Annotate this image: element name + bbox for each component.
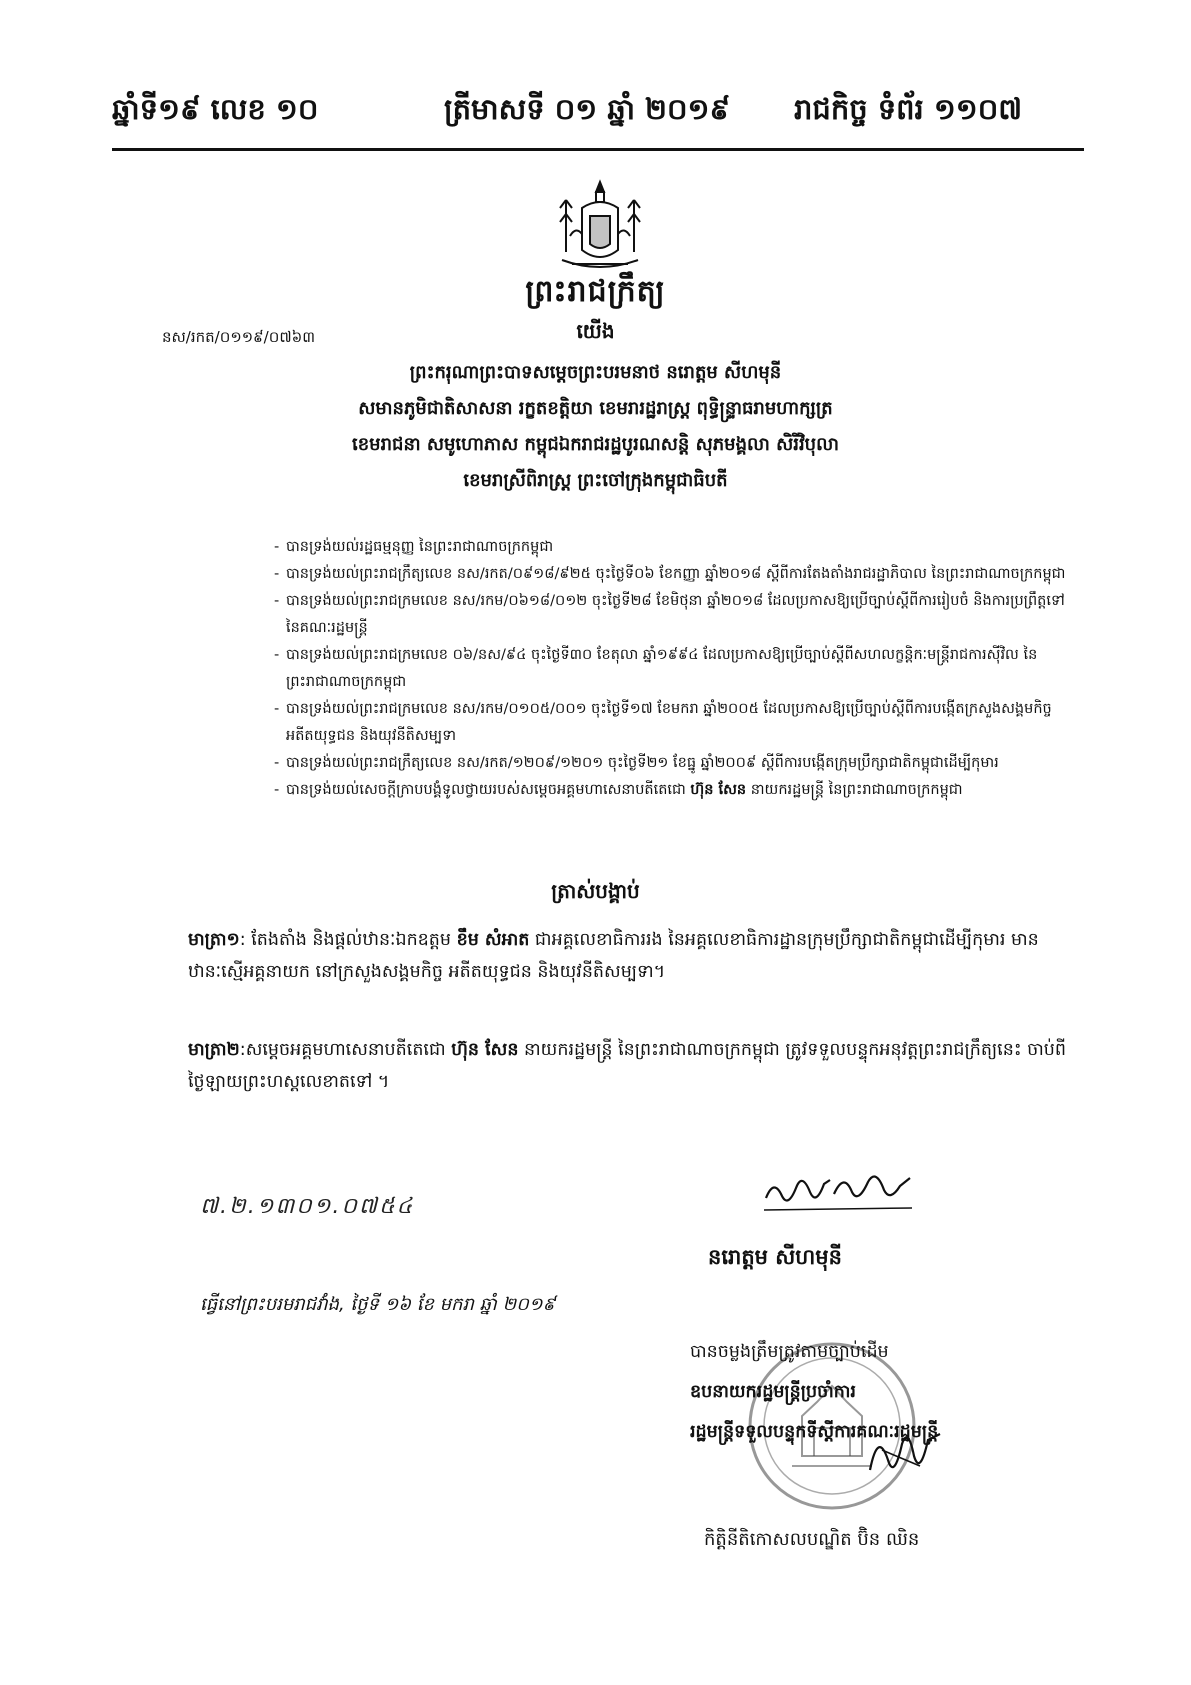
article-text: ជាអគ្គលេខាធិការរង នៃអគ្គលេខាធិការដ្ឋានក្រុមប្រឹក្សាជាតិកម្ពុជាដើម្បីកុមារ មានឋានៈស្មើអគ្គនាយក នៅក្រសួងសង្គមកិច្ច អតីតយុទ្ធជន និងយុវនីតិសម្បទា។ [188, 930, 1039, 982]
honorific-line: ខេមរាស្រីពិរាស្ត្រ ព្រះចៅក្រុងកម្ពុជាធិបតី [463, 470, 728, 491]
header-page: រាជកិច្ច ទំព័រ ១១០៧ [794, 92, 1023, 126]
reference-text: បានទ្រង់យល់ព្រះរាជក្រមលេខ នស/រកម/០៦១៨/០១២ ចុះថ្ងៃទី២៨ ខែមិថុនា ឆ្នាំ២០១៨ ដែលប្រកាសឱ្យប្រើច្បាប់ស្ដីពីការរៀបចំ និងការប្រព្រឹត្តទៅ នៃគណៈរដ្ឋមន្ត្រី [286, 593, 1065, 636]
king-name: នរោត្តម សីហមុនី [708, 1245, 842, 1269]
king-signature [760, 1158, 920, 1218]
reference-text: បានទ្រង់យល់រដ្ឋធម្មនុញ្ញ នៃព្រះរាជាណាចក្រកម្ពុជា [286, 539, 554, 555]
reference-text: នាយករដ្ឋមន្ត្រី នៃព្រះរាជាណាចក្រកម្ពុជា [750, 782, 963, 798]
header-divider [112, 148, 1084, 151]
honorific-line: ខេមរាជនា សមូហោភាស កម្ពុជឯករាជរដ្ឋបូរណសន្តិ សុភមង្គលា សិរីវិបុលា [352, 434, 839, 455]
article-text: នាយករដ្ឋមន្ត្រី នៃព្រះរាជាណាចក្រកម្ពុជា ត្រូវទទួលបន្ទុកអនុវត្តព្រះរាជក្រឹត្យនេះ ចាប់ពីថ្ងៃឡាយព្រះហស្តលេខាតទៅ ។ [188, 1040, 1066, 1092]
reference-item: - បានទ្រង់យល់ព្រះរាជក្រឹត្យលេខ នស/រកត/០៩១៨/៩២៥ ចុះថ្ងៃទី០៦ ខែកញ្ញា ឆ្នាំ២០១៨ ស្ដីពីការតែងតាំងរាជរដ្ឋាភិបាល នៃព្រះរាជាណាចក្រកម្ពុជា [274, 566, 1066, 582]
reference-item: - បានទ្រង់យល់សេចក្ដីក្រាបបង្គំទូលថ្វាយរបស់សម្ដេចអគ្គមហាសេនាបតីតេជោ ហ៊ុន សែន នាយករដ្ឋមន្ត្រី នៃព្រះរាជាណាចក្រកម្ពុជា [274, 782, 963, 798]
header-date: ត្រីមាសទី ០១ ឆ្នាំ ២០១៩ [444, 92, 731, 126]
article-2 [188, 1034, 1068, 1098]
reference-text: បានទ្រង់យល់សេចក្ដីក្រាបបង្គំទូលថ្វាយរបស់សម្ដេចអគ្គមហាសេនាបតីតេជោ [286, 782, 686, 798]
reference-text: បានទ្រង់យល់ព្រះរាជក្រមលេខ ០៦/នស/៩៤ ចុះថ្ងៃទី៣០ ខែតុលា ឆ្នាំ១៩៩៤ ដែលប្រកាសឱ្យប្រើច្បាប់ស្ដីពីសហលក្ខន្តិកៈមន្ត្រីរាជការស៊ីវិល នៃព្រះរាជាណាចក្រកម្ពុជា [286, 647, 1038, 690]
gazette-header [0, 0, 1191, 160]
reference-item: - បានទ្រង់យល់ព្រះរាជក្រមលេខ នស/រកម/០១០៥/០០១ ចុះថ្ងៃទី១៧ ខែមករា ឆ្នាំ២០០៥ ដែលប្រកាសឱ្យប្រើច្បាប់ស្ដីពីការបង្កើតក្រសួងសង្គមកិច្ច អតីតយុទ្ធជន និងយុវនីតិសម្បទា [274, 701, 1052, 744]
article-text: :សម្ដេចអគ្គមហាសេនាបតីតេជោ [239, 1040, 446, 1060]
reference-item: - បានទ្រង់យល់ព្រះរាជក្រឹត្យលេខ នស/រកត/១២០៩/១២០១ ចុះថ្ងៃទី២១ ខែធ្នូ ឆ្នាំ២០០៩ ស្ដីពីការបង្កើតក្រុមប្រឹក្សាជាតិកម្ពុជាដើម្បីកុមារ [274, 755, 999, 771]
place-date: ធ្វើនៅព្រះបរមរាជវាំង, ថ្ងៃទី ១៦ ខែ មករា ឆ្នាំ ២០១៩ [200, 1294, 556, 1315]
reference-item: - បានទ្រង់យល់ព្រះរាជក្រមលេខ នស/រកម/០៦១៨/០១២ ចុះថ្ងៃទី២៨ ខែមិថុនា ឆ្នាំ២០១៨ ដែលប្រកាសឱ្យប្រើច្បាប់ស្ដីពីការរៀបចំ និងការប្រព្រឹត្តទៅ នៃគណៈរដ្ឋមន្ត្រី [274, 593, 1065, 636]
header-year-issue: ឆ្នាំទី១៩ លេខ ១០ [112, 92, 319, 126]
reference-text: បានទ្រង់យល់ព្រះរាជក្រមលេខ នស/រកម/០១០៥/០០១ ចុះថ្ងៃទី១៧ ខែមករា ឆ្នាំ២០០៥ ដែលប្រកាសឱ្យប្រើច្បាប់ស្ដីពីការបង្កើតក្រសួងសង្គមកិច្ច អតីតយុទ្ធជន និងយុវនីតិសម្បទា [286, 701, 1052, 744]
reference-item: - បានទ្រង់យល់ព្រះរាជក្រមលេខ ០៦/នស/៩៤ ចុះថ្ងៃទី៣០ ខែតុលា ឆ្នាំ១៩៩៤ ដែលប្រកាសឱ្យប្រើច្បាប់ស្ដីពីសហលក្ខន្តិកៈមន្ត្រីរាជការស៊ីវិល នៃព្រះរាជាណាចក្រកម្ពុជា [274, 647, 1038, 690]
handwritten-date: ៧.២.១៣០១.០៧៥៤ [200, 1194, 415, 1219]
minister-name: កិត្តិនីតិកោសលបណ្ឌិត ប៊ិន ឈិន [704, 1529, 920, 1550]
article-1 [188, 924, 1068, 988]
decree-we: យើង [576, 319, 615, 343]
countersign-line: បានចម្លងត្រឹមត្រូវតាមច្បាប់ដើម [690, 1342, 889, 1362]
article-label: មាត្រា១ [188, 930, 240, 950]
honorific-line: សមានភូមិជាតិសាសនា រក្ខតខត្តិយា ខេមរារដ្ឋរាស្ត្រ ពុទ្ធិន្ទ្រាធរាមហាក្សត្រ [358, 398, 833, 419]
article-text: : តែងតាំង និងផ្ដល់ឋានៈឯកឧត្តម [239, 930, 452, 950]
reference-item: - បានទ្រង់យល់រដ្ឋធម្មនុញ្ញ នៃព្រះរាជាណាចក្រកម្ពុជា [274, 539, 554, 555]
decree-reference: នស/រកត/០១១៩/០៧៦៣ [162, 328, 316, 346]
countersign-line: ឧបនាយករដ្ឋមន្ត្រីប្រចាំការ [690, 1382, 856, 1402]
article-label: មាត្រា២ [188, 1040, 240, 1060]
reference-name: ហ៊ុន សែន [690, 782, 747, 798]
article-name: ខឹម សំអាត [456, 930, 530, 950]
reference-text: បានទ្រង់យល់ព្រះរាជក្រឹត្យលេខ នស/រកត/១២០៩/១២០១ ចុះថ្ងៃទី២១ ខែធ្នូ ឆ្នាំ២០០៩ ស្ដីពីការបង្កើតក្រុមប្រឹក្សាជាតិកម្ពុជាដើម្បីកុមារ [286, 755, 999, 771]
section-title: ត្រាស់បង្គាប់ [551, 879, 640, 903]
royal-emblem-icon [552, 178, 648, 274]
countersign-line: រដ្ឋមន្ត្រីទទួលបន្ទុកទីស្ដីការគណៈរដ្ឋមន្ត្រី [690, 1422, 939, 1442]
article-name: ហ៊ុន សែន [451, 1040, 519, 1060]
reference-text: បានទ្រង់យល់ព្រះរាជក្រឹត្យលេខ នស/រកត/០៩១៨/៩២៥ ចុះថ្ងៃទី០៦ ខែកញ្ញា ឆ្នាំ២០១៨ ស្ដីពីការតែងតាំងរាជរដ្ឋាភិបាល នៃព្រះរាជាណាចក្រកម្ពុជា [286, 566, 1066, 582]
minister-signature [860, 1420, 950, 1490]
honorific-line: ព្រះករុណាព្រះបាទសម្ដេចព្រះបរមនាថ នរោត្តម សីហមុនី [409, 362, 782, 383]
decree-title: ព្រះរាជក្រឹត្យ [525, 274, 666, 309]
references-list [274, 534, 1069, 804]
